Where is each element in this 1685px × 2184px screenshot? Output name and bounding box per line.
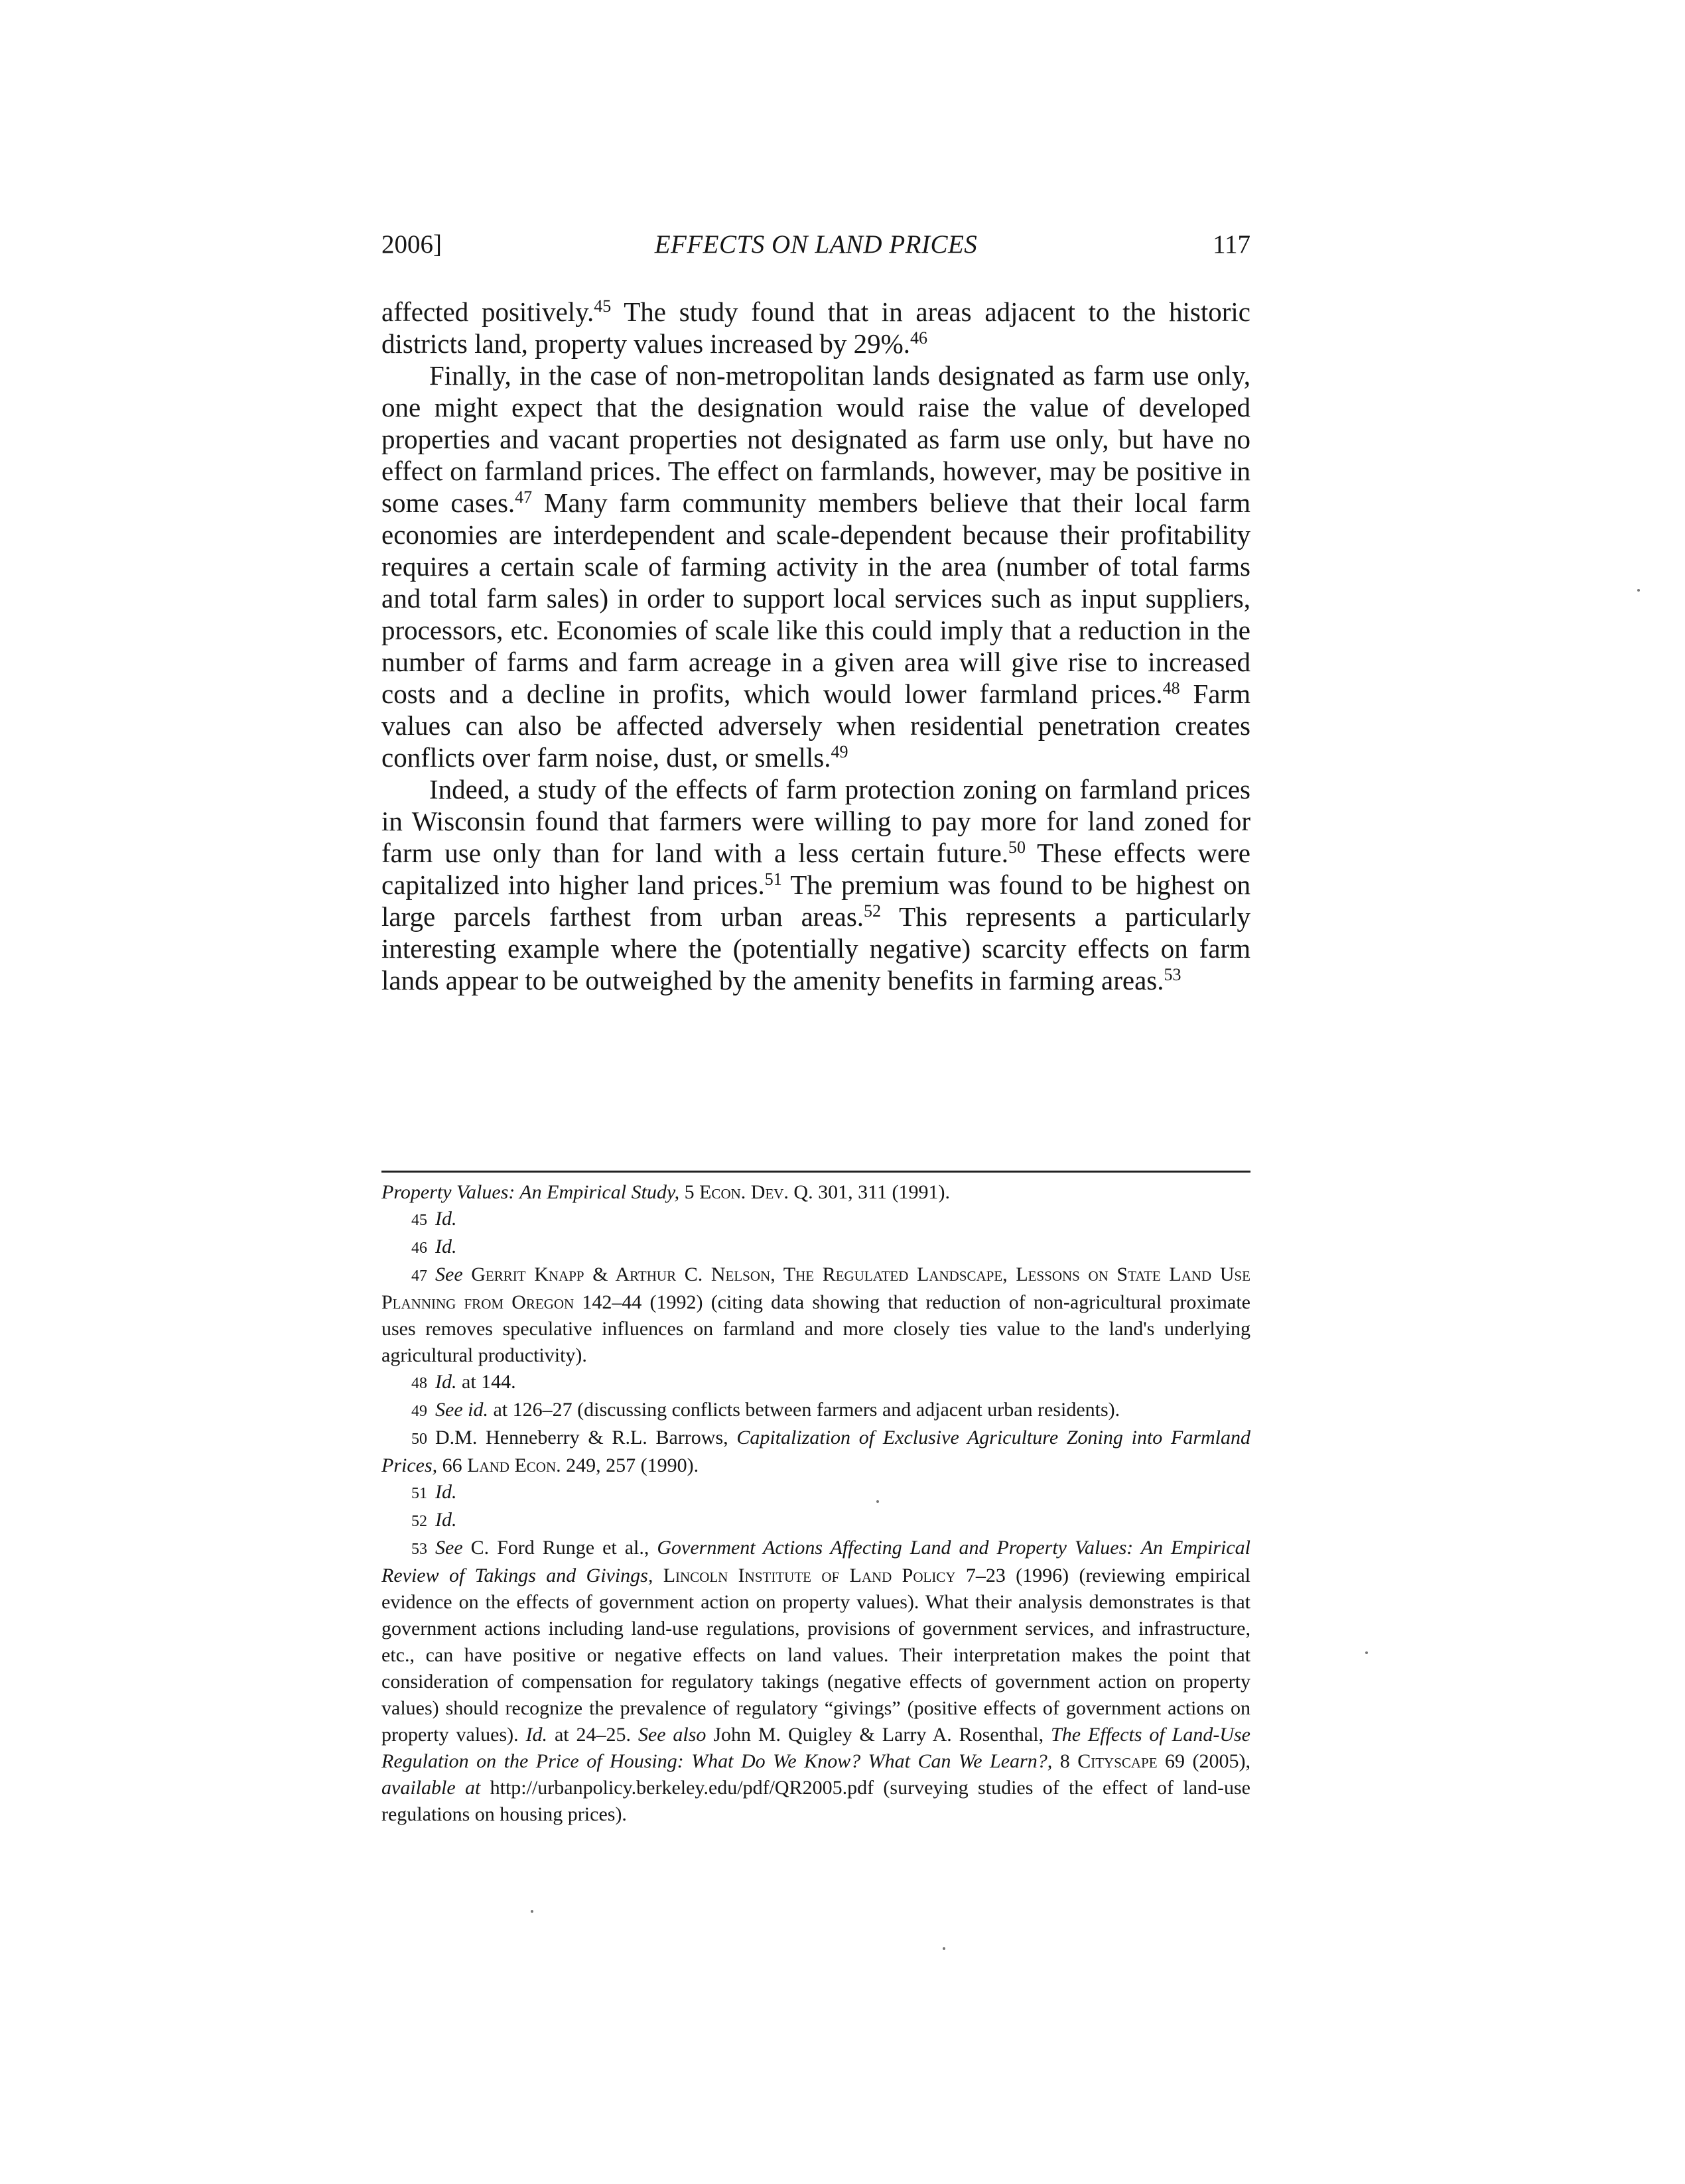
footnote-46: [381, 1234, 1250, 1261]
paragraph-text: Finally, in the case of non-metropolitan lands designated as farm use only, one might expect that the designation would raise the value of developed properties and vacant properties not designated as farm use only, but have no effect on farmland prices. The effect on farmlands, however, may be positive in some cases.: [381, 360, 1250, 518]
footnote-text: 142–44 (1992) (citing data showing that reduction of non-agricultural proximate uses removes speculative influences on farmland and more closely ties value to the land's underlying agricultural productivity).: [381, 1291, 1250, 1366]
footnote-50: [381, 1425, 1250, 1479]
footnote-text: Id.: [435, 1208, 457, 1230]
footnote-ref-49: 49: [831, 742, 848, 761]
paragraph-text: These effects were capitalized into higher land prices.: [381, 838, 1250, 900]
scan-speck: [876, 1500, 879, 1503]
footnote-text: C. Ford Runge et al.,: [462, 1537, 657, 1559]
footnote-text: 66: [437, 1454, 468, 1476]
footnote-text: Id.: [435, 1236, 457, 1257]
footnote-number: 47: [411, 1267, 427, 1285]
footnote-divider: [381, 1171, 1250, 1173]
footnote-ref-53: 53: [1164, 965, 1181, 984]
footnote-text: 5: [679, 1181, 700, 1203]
running-header: [381, 228, 1250, 261]
footnote-text: John M. Quigley & Larry A. Rosenthal,: [706, 1724, 1051, 1746]
signal-word: See id.: [435, 1399, 488, 1421]
footnote-text: 301, 311 (1991).: [813, 1181, 950, 1203]
header-title: EFFECTS ON LAND PRICES: [654, 230, 978, 259]
footnotes: [381, 1179, 1250, 1828]
journal-name: Land Econ.: [467, 1454, 561, 1476]
paragraph-text: The premium was found to be highest on large parcels farthest from urban areas.: [381, 869, 1250, 932]
paragraph-1: [381, 296, 1250, 359]
footnote-49: [381, 1397, 1250, 1425]
footnote-ref-52: 52: [864, 901, 882, 921]
paragraph-text: affected positively.: [381, 296, 594, 327]
footnote-47: [381, 1261, 1250, 1369]
citation-title: Capitalization of Exclusive Agriculture Zoning into Farmland Prices,: [381, 1427, 1250, 1476]
footnote-text: 69 (2005),: [1157, 1750, 1251, 1772]
body-text: [381, 296, 1250, 996]
footnote-number: 52: [411, 1513, 427, 1530]
page-number: 117: [1212, 230, 1250, 259]
scan-speck: [531, 1910, 533, 1913]
scan-speck: [1637, 589, 1640, 592]
footnote-text: [653, 1565, 663, 1586]
signal-word: See also: [638, 1724, 707, 1746]
paragraph-text: Indeed, a study of the effects of farm protection zoning on farmland prices in Wisconsin found that farmers were willing to pay more for land zoned for farm use only than for land with a less certain future.: [381, 774, 1250, 868]
signal-word: See: [435, 1537, 463, 1559]
citation-title: Government Actions Affecting Land and Property Values: An Empirical Review of Takings and Givings,: [381, 1537, 1251, 1586]
scan-speck: [943, 1947, 945, 1950]
footnote-45: [381, 1206, 1250, 1234]
header-year: 2006]: [381, 230, 442, 259]
journal-name: Econ. Dev. Q.: [699, 1181, 813, 1203]
footnote-number: 50: [411, 1431, 427, 1448]
footnote-text: Id.: [525, 1724, 548, 1746]
footnote-number: 49: [411, 1403, 427, 1420]
paragraph-text: Farm values can also be affected adversely when residential penetration creates conflicts over farm noise, dust, or smells.: [381, 678, 1251, 773]
footnote-text: at 24–25.: [547, 1724, 638, 1746]
footnote-text: Id.: [435, 1371, 457, 1393]
footnote-text: 8: [1052, 1750, 1078, 1772]
signal-word: See: [435, 1263, 463, 1285]
footnote-number: 48: [411, 1375, 427, 1392]
footnote-text: 7–23 (1996) (reviewing empirical evidence on the effects of government action on property values). What their analysis demonstrates is that government actions including land-use regulations, provisions of government services, and infrastructure, etc., can have positive or negative effects on land values. Their interpretation makes the point that consideration of compensation for regulatory takings (negative effects of government action on property values) should recognize the prevalence of regulatory “givings” (positive effects of government actions on property values).: [381, 1565, 1251, 1746]
footnote-ref-46: 46: [910, 328, 927, 348]
footnote-number: 51: [411, 1485, 427, 1502]
book-title: Gerrit Knapp & Arthur C. Nelson, The Regulated Landscape, Lessons on State Land Use Planning from Oregon: [381, 1263, 1250, 1313]
citation-title: Property Values: An Empirical Study,: [381, 1181, 680, 1203]
paragraph-2: [381, 359, 1250, 773]
footnote-number: 46: [411, 1240, 427, 1257]
citation-title: The Effects of Land-Use Regulation on the Price of Housing: What Do We Know? What Can We Learn?,: [381, 1724, 1250, 1772]
footnote-ref-48: 48: [1162, 678, 1180, 698]
footnote-text: Id.: [435, 1481, 457, 1503]
paragraph-text: Many farm community members believe that their local farm economies are interdependent and scale-dependent because their profitability requires a certain scale of farming activity in the area (number of total farms and total farm sales) in order to support local services such as input suppliers, processors, etc. Economies of scale like this could imply that a reduction in the number of farms and farm acreage in a given area will give rise to increased costs and a decline in profits, which would lower farmland prices.: [381, 487, 1250, 709]
footnote-53: [381, 1535, 1250, 1828]
footnote-text: at 126–27 (discussing conflicts between farmers and adjacent urban residents).: [488, 1399, 1120, 1421]
signal-word: available at: [381, 1777, 481, 1799]
footnote-51: [381, 1479, 1250, 1507]
footnote-ref-45: 45: [594, 296, 612, 316]
paragraph-text: The study found that in areas adjacent to the historic districts land, property values increased by 29%.: [381, 296, 1250, 359]
footnote-52: [381, 1507, 1250, 1535]
footnote-number: 45: [411, 1212, 427, 1229]
paragraph-3: [381, 773, 1250, 996]
footnote-ref-51: 51: [764, 869, 782, 889]
footnote-text: Id.: [435, 1509, 457, 1531]
footnote-ref-50: 50: [1008, 838, 1026, 857]
footnote-text: at 144.: [456, 1371, 516, 1393]
footnote-ref-47: 47: [515, 487, 533, 507]
footnote-number: 53: [411, 1541, 427, 1558]
footnote-text: http://urbanpolicy.berkeley.edu/pdf/QR2005.pdf (surveying studies of the effect of land-use regulations on housing prices).: [381, 1777, 1250, 1825]
publisher-name: Lincoln Institute of Land Policy: [663, 1565, 956, 1586]
scan-speck: [1365, 1651, 1368, 1654]
footnote-text: D.M. Henneberry & R.L. Barrows,: [435, 1427, 737, 1448]
footnote-48: [381, 1369, 1250, 1397]
paragraph-text: This represents a particularly interesting example where the (potentially negative) scarcity effects on farm lands appear to be outweighed by the amenity benefits in farming areas.: [381, 901, 1251, 996]
journal-name: Cityscape: [1077, 1750, 1158, 1772]
footnote-continuation: [381, 1179, 1250, 1206]
footnote-text: 249, 257 (1990).: [561, 1454, 699, 1476]
